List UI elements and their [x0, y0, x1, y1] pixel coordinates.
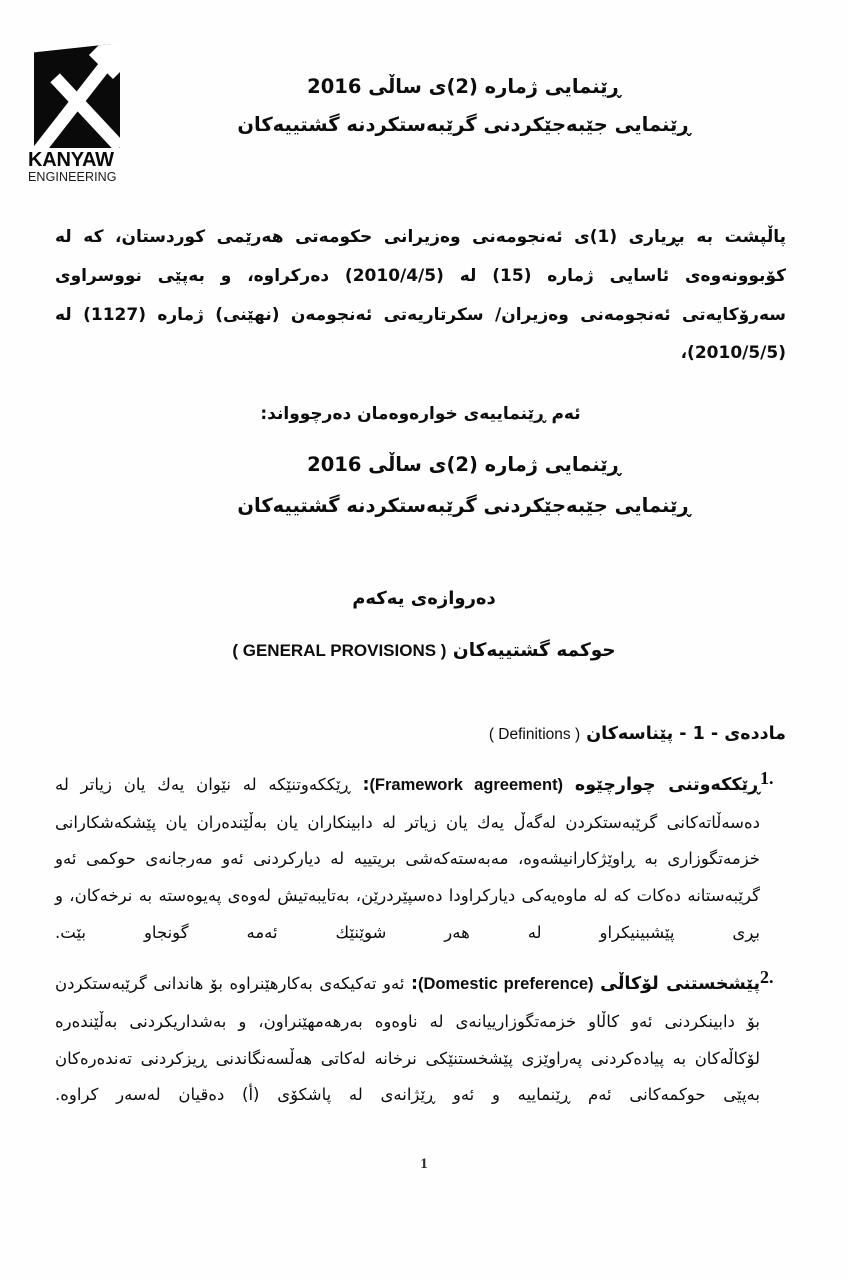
- definition-term-latin: (Framework agreement): [369, 776, 564, 794]
- definition-body: [55, 965, 760, 1114]
- center-title-line-1: ڕێنمایی ژماره (2)ی ساڵی 2016: [307, 453, 621, 476]
- logo-company-subtitle: ENGINEERING: [28, 170, 117, 184]
- k-monogram-icon: [34, 44, 120, 148]
- preamble-closing: ئه‌م ڕێنماییه‌ی خواره‌وه‌مان ده‌رچوواند:: [260, 404, 581, 424]
- header-title-line-1: ڕێنمایی ژماره (2)ی ساڵی 2016: [307, 75, 621, 98]
- logo-company-name: KANYAW: [28, 149, 114, 171]
- chapter-heading: [60, 585, 788, 665]
- article-title-kurdish: پێناسه‌کان: [586, 724, 674, 744]
- chapter-name-kurdish: حوکمه گشتییه‌کان: [452, 639, 616, 661]
- definition-term-latin: (Domestic preference): [418, 975, 594, 994]
- definition-body: [55, 766, 760, 951]
- preamble-paragraph: [55, 218, 786, 434]
- article-heading: [489, 724, 786, 744]
- definition-colon: :: [411, 974, 419, 995]
- center-title-line-2: ڕێنمایی جێبه‌جێکردنی گرێبه‌ستکردنه گشتییه‌کان: [237, 493, 691, 517]
- document-header-title: [140, 68, 788, 144]
- definition-colon: :: [362, 775, 370, 795]
- company-logo: [28, 44, 120, 185]
- chapter-label: ده‌روازه‌ی یه‌که‌م: [352, 588, 496, 609]
- chapter-name-latin: ( GENERAL PROVISIONS ): [232, 640, 447, 660]
- definitions-list: [55, 766, 786, 1128]
- page-number: 1: [420, 1156, 428, 1172]
- definition-text: ڕێککه‌وتنێکه له نێوان یه‌ك یان زیاتر له ده‌سه‌ڵاته‌کانی گرێبه‌ستکردن له‌گه‌ڵ یه‌ك یان زیاتر له دابینکاران یان به‌ڵێنده‌ران یان پێشکه‌شکارانی خزمه‌تگوزاری به ڕاوێژکارانیشه‌وه، مه‌به‌سته‌که‌شی بریتییه له دیارکردنی ئه‌و مه‌رجانه‌ی حوکمی ئه‌و گرێبه‌ستانه ده‌کات که له ماوه‌یه‌کی دیارکراودا ده‌سپێردرێن، به‌تایبه‌تیش له‌وه‌ی په‌یوه‌سته به نرخه‌کان، و بڕی پێشبینیکراو له هه‌ر شوێنێك ئه‌مه گونجاو بێت.: [55, 775, 760, 942]
- definition-text: ئه‌و ته‌کیکه‌ی به‌کارهێنراوه بۆ هاندانی گرێبه‌ستکردن بۆ دابینکردنی ئه‌و کاڵاو خزمه‌تگوزارییانه‌ی له ناوه‌وه به‌رهه‌مهێنراون، و به‌شداریکردنی به‌ڵێنده‌ره لۆکاڵه‌کان به پیاده‌کردنی په‌راوێزی پێشخستنێکی نرخانه له‌کاتی هه‌ڵسه‌نگاندنی ڕیزکردنی ته‌نده‌ره‌کان به‌پێی حوکمه‌کانی ئه‌م ڕێنماییه و ئه‌و ڕێژانه‌ی له پاشکۆی (أ) ده‌قیان له‌سه‌ر کراوه.: [55, 974, 760, 1105]
- preamble-body: پاڵپشت به بڕیاری (1)ی ئه‌نجومه‌نی وه‌زیرانی حکومه‌تی هه‌رێمی کوردستان، که له کۆبوونه‌وه‌ی ئاسایی ژماره (15) له (2010/4/5) ده‌رکراوه، و به‌پێی نووسراوی سه‌رۆکایه‌تی ئه‌نجومه‌نی وه‌زیران/ سکرتاریه‌تی ئه‌نجومه‌ن (نهێنی) ژماره (1127) له (2010/5/5)،: [55, 227, 786, 364]
- article-number: ماددەی - 1 -: [679, 724, 786, 744]
- definition-item: [55, 965, 786, 1114]
- document-center-title: [140, 445, 788, 527]
- definition-term-kurdish: ڕێککه‌وتنی چوارچێوه: [574, 775, 760, 795]
- definition-number: 2.: [760, 967, 774, 988]
- header-title-line-2: ڕێنمایی جێبه‌جێکردنی گرێبه‌ستکردنه گشتییه‌کان: [237, 113, 691, 137]
- chapter-name: [60, 636, 788, 666]
- definition-term-kurdish: پێشخستنی لۆکاڵی: [600, 974, 761, 995]
- article-title-latin: ( Definitions ): [488, 726, 581, 743]
- definition-number: 1.: [760, 768, 774, 788]
- definition-item: [55, 766, 786, 951]
